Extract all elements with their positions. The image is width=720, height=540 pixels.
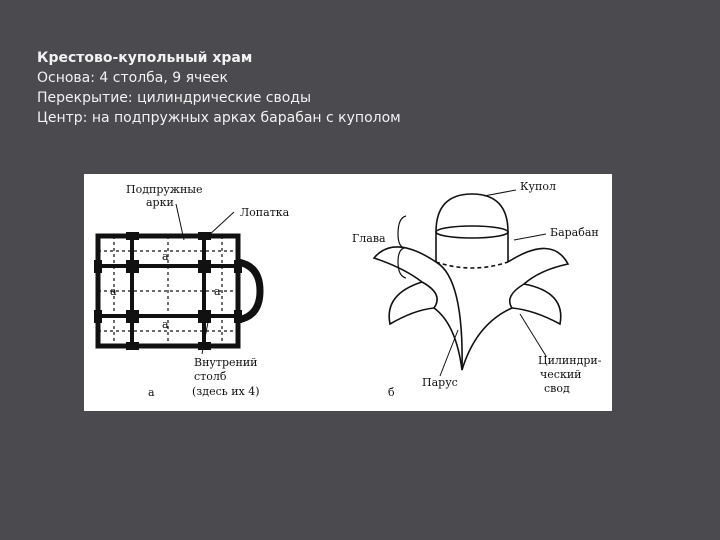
church-diagram-figure [84, 174, 612, 411]
label-head: Глава [352, 232, 386, 245]
label-pilaster: Лопатка [240, 206, 290, 219]
label-pendentive: Парус [422, 376, 458, 389]
plan-cell-letter: a [110, 285, 117, 298]
slide-text [37, 48, 401, 128]
label-pillar-line3: (здесь их 4) [192, 385, 260, 398]
slide-line-center: Центр: на подпружных арках барабан с куполом [37, 110, 401, 126]
label-dome: Купол [520, 180, 556, 193]
vault-front-left [389, 282, 434, 324]
inner-pillar [198, 310, 211, 323]
elevation-caption: б [388, 386, 395, 399]
slide-line-roof: Перекрытие: цилиндрические своды [37, 90, 312, 106]
label-vault-line1: Цилиндри- [538, 354, 602, 367]
plan-cell-letter: a [162, 318, 169, 331]
label-vault-line3: свод [544, 382, 570, 395]
label-arches-line1: Подпружные [126, 183, 203, 196]
church-floor-plan [94, 183, 290, 399]
label-pillar-line2: столб [194, 370, 227, 383]
plan-caption: а [148, 386, 155, 399]
vault-left [374, 247, 436, 282]
vault-front-right [512, 284, 561, 324]
inner-pillar [198, 260, 211, 273]
slide-line-base: Основа: 4 столба, 9 ячеек [37, 70, 229, 86]
dome-base [436, 226, 508, 238]
plan-cell-letter: a [214, 285, 221, 298]
church-dome-elevation [374, 190, 568, 376]
slide-title: Крестово-купольный храм [37, 50, 253, 66]
inner-pillar [126, 310, 139, 323]
label-vault-line2: ческий [540, 368, 582, 381]
inner-pillar [126, 260, 139, 273]
vault-right [508, 248, 568, 284]
plan-cell-letter: a [162, 250, 169, 263]
label-arches-line2: арки [146, 196, 174, 209]
church-diagram-svg [84, 174, 612, 411]
label-drum: Барабан [550, 226, 599, 239]
label-pillar-line1: Внутрений [194, 356, 258, 369]
drum-base [436, 262, 508, 268]
